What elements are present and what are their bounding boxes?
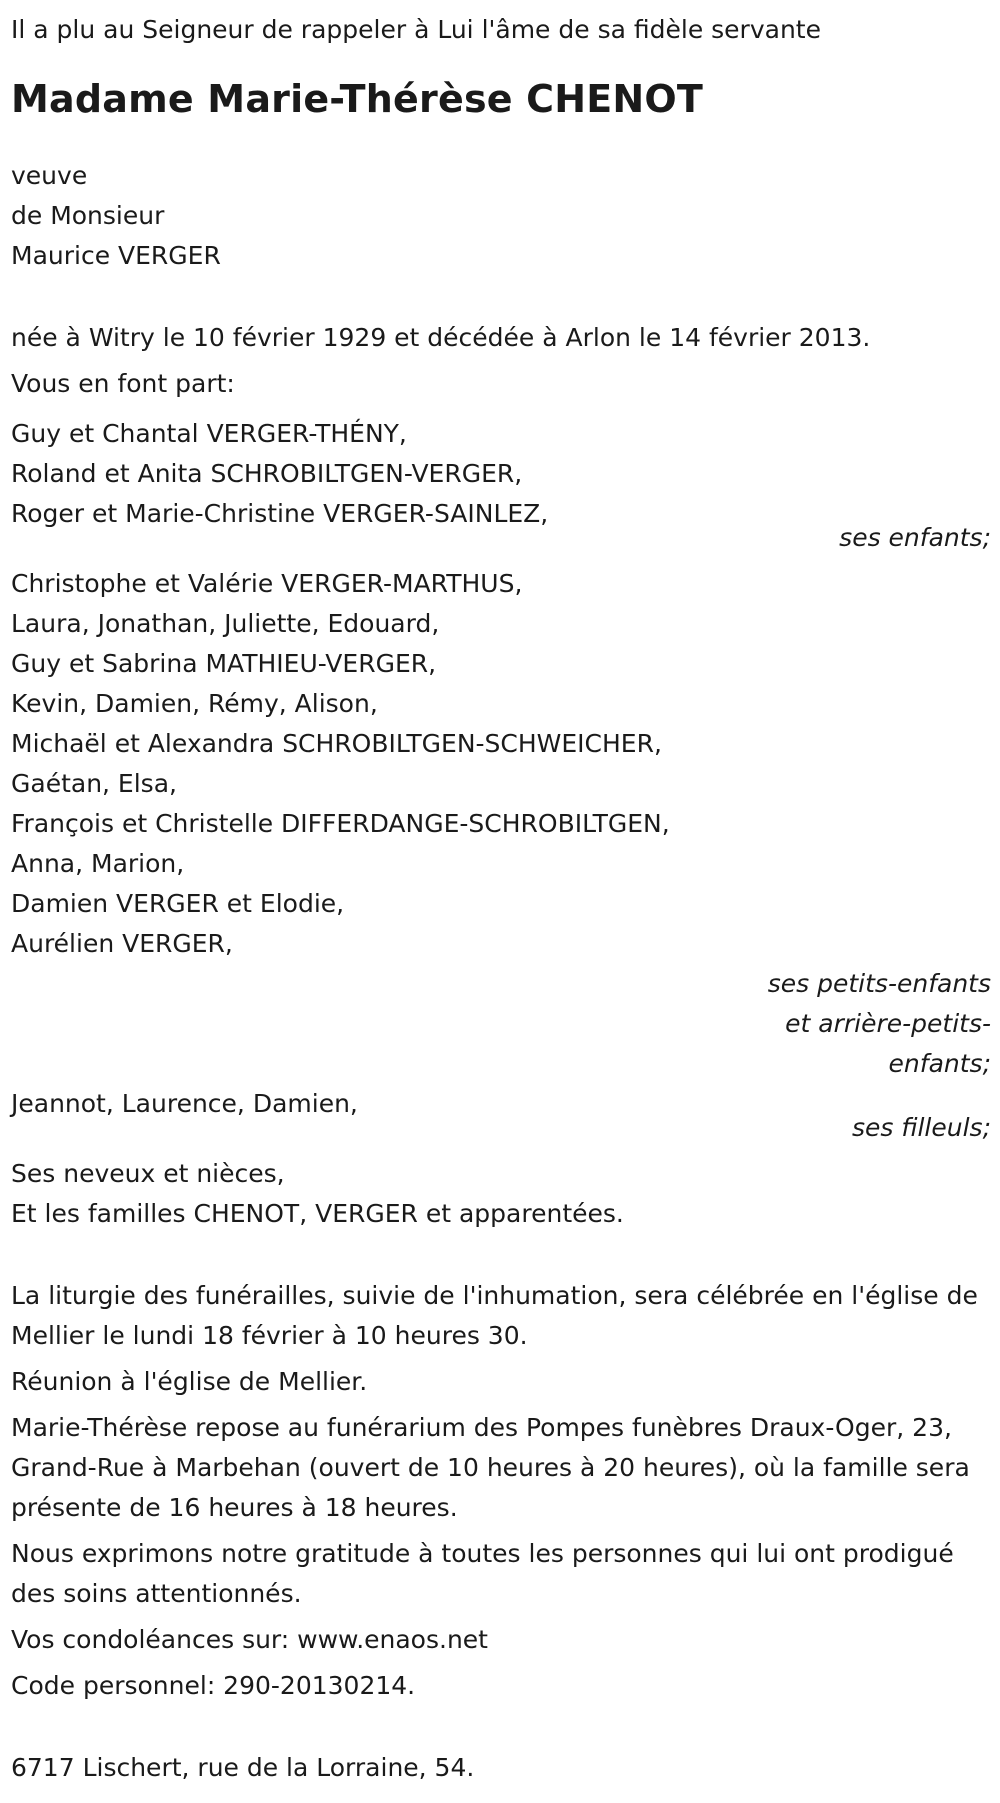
godchildren-role: ses filleuls; <box>851 1113 991 1142</box>
family-member-line: Guy et Sabrina MATHIEU-VERGER, <box>11 649 437 678</box>
announce-text: Vous en font part: <box>11 369 235 398</box>
family-member-line: Christophe et Valérie VERGER-MARTHUS, <box>11 569 523 598</box>
family-member-line: Anna, Marion, <box>11 849 185 878</box>
spouse-line: veuve <box>11 161 88 190</box>
spouse-block <box>11 156 991 276</box>
gratitude-text: Nous exprimons notre gratitude à toutes les personnes qui lui ont prodigué des soins attentionnés. <box>11 1539 954 1608</box>
obituary-content <box>11 10 991 1788</box>
family-member-line: Roland et Anita SCHROBILTGEN-VERGER, <box>11 459 523 488</box>
family-member-line: François et Christelle DIFFERDANGE-SCHROBILTGEN, <box>11 809 670 838</box>
grandchildren-role: enfants; <box>888 1049 991 1078</box>
children-role: ses enfants; <box>839 523 991 552</box>
grandchildren-role: et arrière-petits- <box>785 1009 991 1038</box>
spouse-line: de Monsieur <box>11 201 165 230</box>
grandchildren-block <box>11 564 991 1084</box>
family-member-line: Guy et Chantal VERGER-THÉNY, <box>11 419 407 448</box>
extended-family-block <box>11 1154 991 1234</box>
grandchildren-role: ses petits-enfants <box>767 969 991 998</box>
family-member-line: Laura, Jonathan, Juliette, Edouard, <box>11 609 440 638</box>
birth-death-text: née à Witry le 10 février 1929 et décédée à Arlon le 14 février 2013. <box>11 323 871 352</box>
liturgy-text: La liturgie des funérailles, suivie de l'inhumation, sera célébrée en l'église de Mellier le lundi 18 février à 10 heures 30. <box>11 1281 978 1350</box>
address-text: 6717 Lischert, rue de la Lorraine, 54. <box>11 1753 475 1782</box>
family-member-line: Aurélien VERGER, <box>11 929 233 958</box>
intro-text: Il a plu au Seigneur de rappeler à Lui l'âme de sa fidèle servante <box>11 15 821 44</box>
spouse-line: Maurice VERGER <box>11 241 221 270</box>
family-member-line: Jeannot, Laurence, Damien, <box>11 1089 358 1118</box>
family-member-line: Damien VERGER et Elodie, <box>11 889 345 918</box>
family-line: Ses neveux et nièces, <box>11 1159 285 1188</box>
family-member-line: Kevin, Damien, Rémy, Alison, <box>11 689 378 718</box>
personal-code-text: Code personnel: 290-20130214. <box>11 1671 416 1700</box>
children-block <box>11 414 991 558</box>
family-member-line: Michaël et Alexandra SCHROBILTGEN-SCHWEICHER, <box>11 729 662 758</box>
condolences-text: Vos condoléances sur: www.enaos.net <box>11 1625 488 1654</box>
family-line: Et les familles CHENOT, VERGER et apparentées. <box>11 1199 624 1228</box>
godchildren-block <box>11 1084 991 1148</box>
meeting-text: Réunion à l'église de Mellier. <box>11 1367 368 1396</box>
family-member-line: Gaétan, Elsa, <box>11 769 177 798</box>
family-member-line: Roger et Marie-Christine VERGER-SAINLEZ, <box>11 499 549 528</box>
funerarium-text: Marie-Thérèse repose au funérarium des Pompes funèbres Draux-Oger, 23, Grand-Rue à Marbehan (ouvert de 10 heures à 20 heures), où la famille sera présente de 16 heures à 18 heures. <box>11 1413 970 1522</box>
deceased-name: Madame Marie-Thérèse CHENOT <box>11 77 704 121</box>
